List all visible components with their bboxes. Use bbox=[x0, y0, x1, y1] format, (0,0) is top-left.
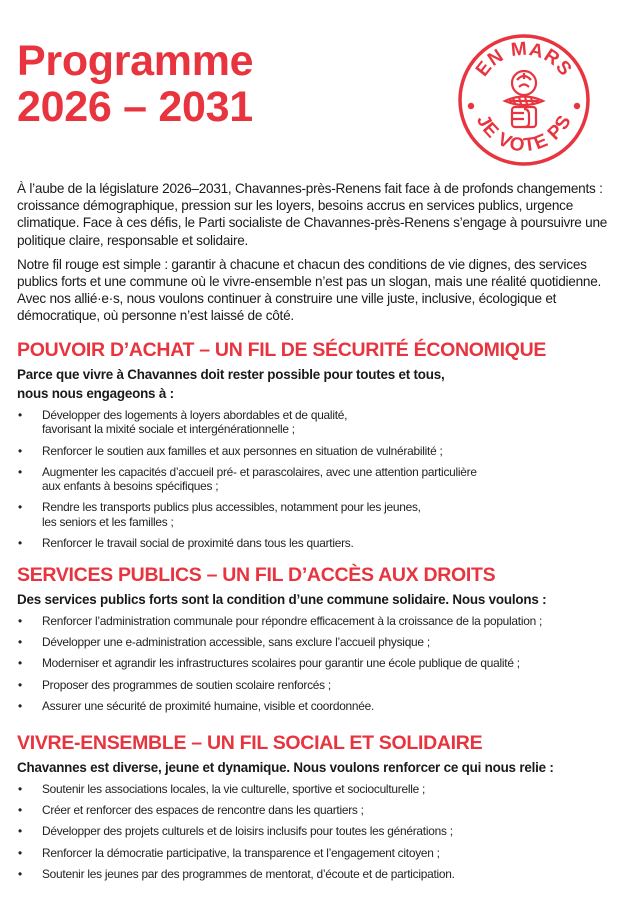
list-item: • Soutenir les associations locales, la vie culturelle, sportive et socioculturelle ; bbox=[18, 782, 426, 796]
fist-and-rose-icon bbox=[505, 71, 543, 127]
logo-text-bottom: JE VOTE PS bbox=[471, 111, 577, 157]
list-item: • Renforcer la démocratie participative, la transparence et l’engagement citoyen ; bbox=[18, 845, 440, 860]
bullet-icon: • bbox=[18, 635, 22, 650]
bullet-icon: • bbox=[18, 614, 22, 628]
bullet-icon: • bbox=[18, 698, 22, 713]
page-title bbox=[17, 38, 253, 130]
title-line-1: Programme bbox=[17, 37, 254, 85]
list-item: • Développer des projets culturels et de loisirs inclusifs pour toutes les générations ; bbox=[18, 824, 453, 839]
list-item: • Renforcer le soutien aux familles et aux personnes en situation de vulnérabilité ; bbox=[18, 443, 443, 458]
bullet-icon: • bbox=[18, 500, 22, 515]
bullet-icon: • bbox=[18, 464, 22, 479]
list-item: • Moderniser et agrandir les infrastructures scolaires pour garantir une école publique de qualité ; bbox=[18, 656, 520, 671]
list-item: • Créer et renforcer des espaces de rencontre dans les quartiers ; bbox=[18, 803, 364, 818]
bullet-icon: • bbox=[18, 656, 22, 671]
section-heading: SERVICES PUBLICS – UN FIL D’ACCÈS AUX DROITS bbox=[17, 564, 496, 586]
bullet-icon: • bbox=[18, 866, 22, 881]
commitment-list bbox=[17, 614, 622, 713]
svg-text:JE VOTE PS bbox=[472, 111, 576, 156]
section-services-publics bbox=[17, 564, 622, 720]
section-heading: VIVRE-ENSEMBLE – UN FIL SOCIAL ET SOLIDAIRE bbox=[17, 732, 483, 754]
list-item: • Renforcer l’administration communale pour répondre efficacement à la croissance de la population ; bbox=[18, 614, 543, 628]
list-item: • Renforcer le travail social de proximité dans tous les quartiers. bbox=[18, 536, 354, 551]
section-lead: Des services publics forts sont la condition d’une commune solidaire. Nous voulons : bbox=[17, 592, 547, 607]
logo-text-top: EN MARS bbox=[471, 38, 577, 81]
bullet-icon: • bbox=[18, 536, 22, 551]
section-lead: Chavannes est diverse, jeune et dynamique. Nous voulons renforcer ce qui nous relie : bbox=[17, 760, 554, 775]
list-item: • Proposer des programmes de soutien scolaire renforcés ; bbox=[18, 677, 331, 692]
bullet-icon: • bbox=[18, 803, 22, 818]
bullet-icon: • bbox=[18, 677, 22, 692]
intro-paragraph-2: Notre fil rouge est simple : garantir à chacune et chacun des conditions de vie dignes, des services publics forts et une commune où le vivre-ensemble n’est pas un slogan, mais une réalité quotidienne. Avec nos allié·e·s, nous voulons continuer à construire une ville juste, inclusive, écologique et démocratique, où personne n’est laissé de côté. bbox=[17, 256, 602, 324]
commitment-list bbox=[17, 408, 622, 550]
commitment-list bbox=[17, 782, 622, 881]
section-lead: Parce que vivre à Chavannes doit rester possible pour toutes et tous, nous nous engageons à : bbox=[17, 367, 445, 401]
bullet-icon: • bbox=[18, 782, 22, 796]
list-item: • Développer des logements à loyers abordables et de qualité, favorisant la mixité sociale et intergénérationnelle ; bbox=[18, 408, 348, 437]
title-line-2: 2026 – 2031 bbox=[17, 83, 253, 131]
list-item: • Assurer une sécurité de proximité humaine, visible et coordonnée. bbox=[18, 698, 375, 713]
bullet-icon: • bbox=[18, 824, 22, 839]
en-mars-je-vote-ps-logo bbox=[457, 33, 591, 167]
bullet-icon: • bbox=[18, 443, 22, 458]
intro-paragraph-1: À l’aube de la législature 2026–2031, Chavannes-près-Renens fait face à de profonds changements : croissance démographique, pression sur les loyers, besoins accrus en services publics, urgence climatique. Face à ces défis, le Parti socialiste de Chavannes-près-Renens s’engage à poursuivre une politique claire, responsable et solidaire. bbox=[17, 181, 608, 248]
intro-text bbox=[17, 180, 617, 332]
section-pouvoir-achat bbox=[17, 339, 622, 557]
party-stamp-icon bbox=[457, 33, 591, 167]
bullet-icon: • bbox=[18, 408, 22, 422]
bullet-icon: • bbox=[18, 845, 22, 860]
list-item: • Développer une e-administration accessible, sans exclure l’accueil physique ; bbox=[18, 635, 430, 650]
section-heading: POUVOIR D’ACHAT – UN FIL DE SÉCURITÉ ÉCONOMIQUE bbox=[17, 339, 547, 361]
list-item: • Augmenter les capacités d’accueil pré- et parascolaires, avec une attention particulière aux enfants à besoins spécifiques ; bbox=[18, 464, 477, 494]
list-item: • Rendre les transports publics plus accessibles, notamment pour les jeunes, les seniors et les familles ; bbox=[18, 500, 421, 529]
list-item: • Soutenir les jeunes par des programmes de mentorat, d’écoute et de participation. bbox=[18, 866, 455, 881]
section-vivre-ensemble bbox=[17, 732, 622, 888]
